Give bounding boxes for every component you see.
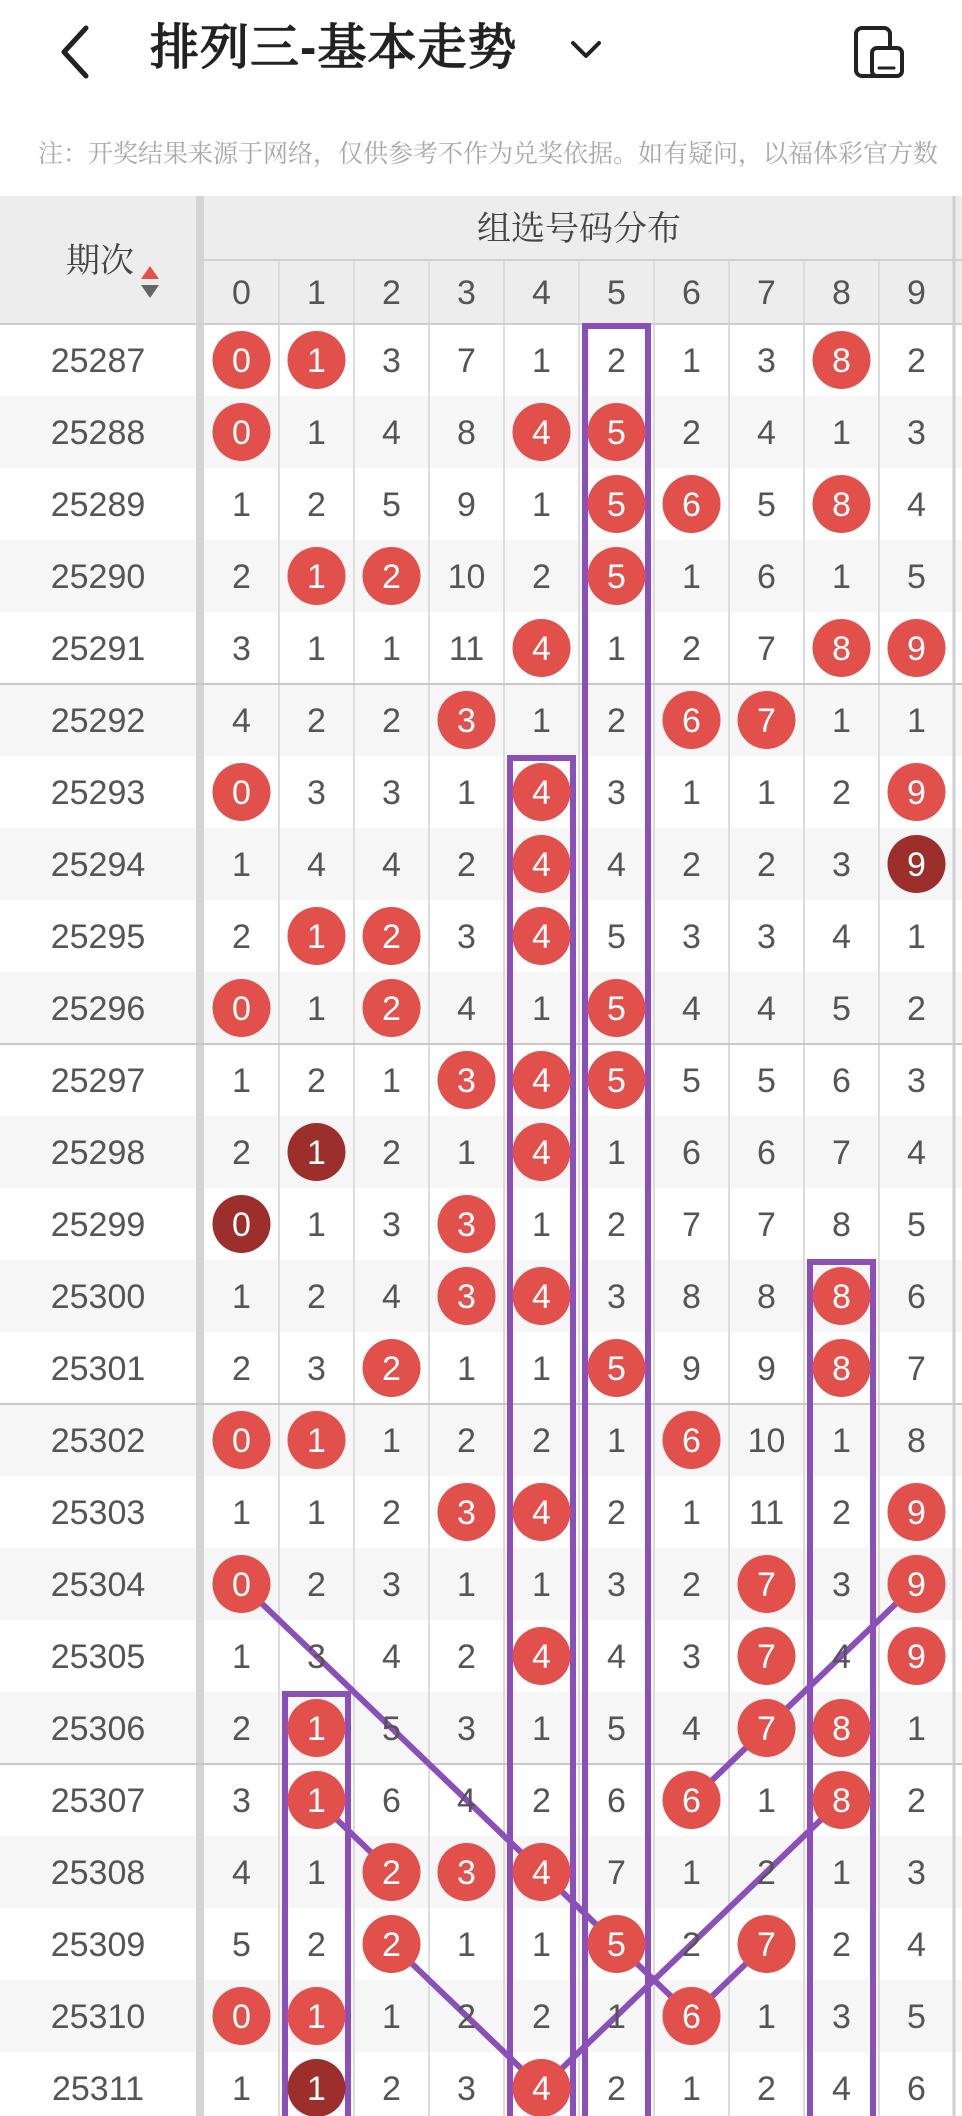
miss-count: 5 [757,1062,776,1100]
chevron-left-icon[interactable] [52,22,102,82]
miss-count: 10 [747,1422,786,1460]
miss-count: 1 [532,1926,551,1964]
period-cell: 25309 [50,1926,146,1964]
hit-number: 9 [907,846,926,884]
hit-number: 2 [382,558,401,596]
hit-number: 1 [307,1134,326,1172]
miss-count: 4 [907,486,926,524]
miss-count: 1 [607,1422,626,1460]
miss-count: 2 [307,1926,326,1964]
miss-count: 4 [907,1134,926,1172]
hit-number: 5 [607,990,626,1028]
miss-count: 4 [907,1926,926,1964]
period-cell: 25304 [50,1566,146,1604]
miss-count: 2 [307,1278,326,1316]
hit-number: 6 [682,1782,701,1820]
miss-count: 7 [907,1350,926,1388]
miss-count: 2 [457,1422,476,1460]
hit-number: 3 [457,1206,476,1244]
miss-count: 1 [457,1134,476,1172]
miss-count: 4 [832,2070,851,2108]
miss-count: 2 [907,342,926,380]
hit-number: 5 [607,414,626,452]
miss-count: 2 [607,2070,626,2108]
device-toggle-icon[interactable] [852,22,908,82]
miss-count: 2 [307,702,326,740]
digit-header-8: 8 [832,274,851,312]
miss-count: 2 [532,1998,551,2036]
hit-number: 4 [532,774,551,812]
period-cell: 25294 [50,846,146,884]
page-title[interactable]: 排列三-基本走势 [150,21,518,75]
miss-count: 1 [907,918,926,956]
miss-count: 1 [307,1494,326,1532]
hit-number: 2 [382,1926,401,1964]
miss-count: 2 [532,1422,551,1460]
miss-count: 1 [907,1710,926,1748]
miss-count: 1 [532,1566,551,1604]
hit-number: 8 [832,1782,851,1820]
miss-count: 1 [457,1566,476,1604]
miss-count: 8 [832,1206,851,1244]
miss-count: 1 [457,1926,476,1964]
miss-count: 1 [832,558,851,596]
miss-count: 1 [607,630,626,668]
miss-count: 4 [607,846,626,884]
miss-count: 6 [907,1278,926,1316]
miss-count: 1 [907,702,926,740]
miss-count: 5 [232,1926,251,1964]
miss-count: 2 [307,486,326,524]
hit-number: 4 [532,630,551,668]
miss-count: 2 [232,918,251,956]
miss-count: 4 [757,990,776,1028]
period-cell: 25293 [50,774,146,812]
miss-count: 9 [682,1350,701,1388]
miss-count: 7 [682,1206,701,1244]
miss-count: 5 [907,1206,926,1244]
miss-count: 3 [757,918,776,956]
miss-count: 4 [307,846,326,884]
miss-count: 2 [382,1494,401,1532]
miss-count: 4 [457,1782,476,1820]
miss-count: 1 [232,1494,251,1532]
miss-count: 1 [232,1062,251,1100]
miss-count: 1 [307,1206,326,1244]
miss-count: 3 [382,774,401,812]
miss-count: 3 [382,1566,401,1604]
period-cell: 25291 [50,630,146,668]
hit-number: 8 [832,1278,851,1316]
period-cell: 25301 [50,1350,146,1388]
miss-count: 1 [232,486,251,524]
miss-count: 5 [382,486,401,524]
hit-number: 6 [682,1998,701,2036]
period-cell: 25289 [50,486,146,524]
miss-count: 8 [757,1278,776,1316]
miss-count: 4 [382,1278,401,1316]
hit-number: 7 [757,1926,776,1964]
digit-header-6: 6 [682,274,701,312]
miss-count: 1 [232,2070,251,2108]
hit-number: 4 [532,2070,551,2108]
hit-number: 3 [457,1494,476,1532]
miss-count: 6 [682,1134,701,1172]
miss-count: 1 [232,846,251,884]
period-cell: 25302 [50,1422,146,1460]
miss-count: 1 [532,702,551,740]
miss-count: 2 [682,846,701,884]
hit-number: 1 [307,1422,326,1460]
hit-number: 9 [907,1638,926,1676]
digit-header-1: 1 [307,274,326,312]
miss-count: 3 [607,1278,626,1316]
period-cell: 25290 [50,558,146,596]
miss-count: 3 [232,630,251,668]
hit-number: 6 [682,1422,701,1460]
miss-count: 1 [682,2070,701,2108]
hit-number: 4 [532,1638,551,1676]
miss-count: 2 [457,1638,476,1676]
miss-count: 9 [457,486,476,524]
period-cell: 25296 [50,990,146,1028]
miss-count: 3 [382,342,401,380]
miss-count: 2 [757,2070,776,2108]
miss-count: 3 [832,846,851,884]
miss-count: 5 [832,990,851,1028]
miss-count: 2 [607,342,626,380]
hit-number: 4 [532,414,551,452]
hit-number: 0 [232,342,251,380]
hit-number: 7 [757,1638,776,1676]
miss-count: 10 [447,558,486,596]
miss-count: 3 [907,1854,926,1892]
miss-count: 2 [232,558,251,596]
miss-count: 1 [532,1206,551,1244]
miss-count: 1 [832,1854,851,1892]
hit-number: 1 [307,1782,326,1820]
hit-number: 9 [907,630,926,668]
miss-count: 1 [232,1278,251,1316]
miss-count: 5 [382,1710,401,1748]
hit-number: 1 [307,558,326,596]
miss-count: 1 [307,630,326,668]
hit-number: 7 [757,1566,776,1604]
hit-number: 0 [232,774,251,812]
chevron-down-icon[interactable] [568,34,604,64]
miss-count: 3 [607,774,626,812]
hit-number: 8 [832,342,851,380]
hit-number: 4 [532,846,551,884]
hit-number: 1 [307,1710,326,1748]
hit-number: 4 [532,1062,551,1100]
miss-count: 6 [757,558,776,596]
miss-count: 1 [232,1638,251,1676]
miss-count: 2 [232,1134,251,1172]
miss-count: 11 [448,630,485,668]
miss-count: 1 [307,1854,326,1892]
miss-count: 5 [607,918,626,956]
hit-number: 3 [457,1278,476,1316]
miss-count: 2 [682,630,701,668]
miss-count: 5 [757,486,776,524]
hit-number: 0 [232,1566,251,1604]
miss-count: 1 [382,1998,401,2036]
miss-count: 5 [907,558,926,596]
miss-count: 8 [682,1278,701,1316]
miss-count: 1 [382,630,401,668]
hit-number: 5 [607,1062,626,1100]
digit-header-4: 4 [532,274,551,312]
miss-count: 4 [232,702,251,740]
hit-number: 9 [907,774,926,812]
miss-count: 2 [832,774,851,812]
digit-header-7: 7 [757,274,776,312]
miss-count: 3 [457,918,476,956]
miss-count: 3 [457,1710,476,1748]
hit-number: 9 [907,1494,926,1532]
period-cell: 25300 [50,1278,146,1316]
miss-count: 1 [532,1350,551,1388]
miss-count: 2 [607,1494,626,1532]
miss-count: 1 [832,1422,851,1460]
hit-number: 9 [907,1566,926,1604]
miss-count: 1 [532,486,551,524]
miss-count: 4 [382,414,401,452]
miss-count: 4 [382,846,401,884]
hit-number: 0 [232,1422,251,1460]
miss-count: 6 [832,1062,851,1100]
digit-header-2: 2 [382,274,401,312]
hit-number: 6 [682,486,701,524]
miss-count: 2 [232,1350,251,1388]
miss-count: 2 [382,702,401,740]
hit-number: 4 [532,1134,551,1172]
miss-count: 11 [748,1494,785,1532]
period-cell: 25310 [50,1998,146,2036]
miss-count: 2 [232,1710,251,1748]
miss-count: 1 [832,702,851,740]
hit-number: 1 [307,918,326,956]
miss-count: 2 [832,1926,851,1964]
hit-number: 1 [307,2070,326,2108]
miss-count: 2 [757,1854,776,1892]
hit-number: 2 [382,990,401,1028]
miss-count: 3 [682,918,701,956]
miss-count: 6 [907,2070,926,2108]
miss-count: 1 [532,342,551,380]
miss-count: 5 [682,1062,701,1100]
hit-number: 5 [607,486,626,524]
trend-table [0,196,962,2116]
miss-count: 2 [682,1566,701,1604]
hit-number: 7 [757,702,776,740]
miss-count: 3 [232,1782,251,1820]
miss-count: 3 [757,342,776,380]
hit-number: 4 [532,1278,551,1316]
hit-number: 4 [532,1494,551,1532]
hit-number: 1 [307,1998,326,2036]
period-cell: 25307 [50,1782,146,1820]
hit-number: 3 [457,1062,476,1100]
period-cell: 25306 [50,1710,146,1748]
miss-count: 3 [307,1350,326,1388]
miss-count: 7 [607,1854,626,1892]
miss-count: 1 [757,1782,776,1820]
miss-count: 2 [607,1206,626,1244]
miss-count: 4 [232,1854,251,1892]
miss-count: 1 [607,1998,626,2036]
miss-count: 4 [607,1638,626,1676]
miss-count: 1 [382,1422,401,1460]
group-distribution-header: 组选号码分布 [477,210,681,248]
miss-count: 6 [382,1782,401,1820]
miss-count: 2 [457,1998,476,2036]
period-cell: 25288 [50,414,146,452]
disclaimer-notice: 注：开奖结果来源于网络，仅供参考不作为兑奖依据。如有疑问，以福体彩官方数 [38,140,939,168]
miss-count: 1 [382,1062,401,1100]
miss-count: 1 [757,774,776,812]
hit-number: 5 [607,1926,626,1964]
miss-count: 1 [457,774,476,812]
miss-count: 3 [307,1638,326,1676]
miss-count: 5 [907,1998,926,2036]
hit-number: 5 [607,558,626,596]
period-cell: 25295 [50,918,146,956]
miss-count: 4 [832,1638,851,1676]
miss-count: 2 [457,846,476,884]
hit-number: 2 [382,1350,401,1388]
miss-count: 2 [907,990,926,1028]
hit-number: 3 [457,702,476,740]
miss-count: 8 [457,414,476,452]
digit-header-0: 0 [232,274,251,312]
miss-count: 3 [832,1998,851,2036]
miss-count: 7 [757,1206,776,1244]
hit-number: 0 [232,414,251,452]
period-cell: 25303 [50,1494,146,1532]
miss-count: 7 [832,1134,851,1172]
hit-number: 8 [832,630,851,668]
miss-count: 7 [457,342,476,380]
digit-header-3: 3 [457,274,476,312]
miss-count: 3 [382,1206,401,1244]
hit-number: 4 [532,918,551,956]
miss-count: 2 [307,1062,326,1100]
hit-number: 1 [307,342,326,380]
miss-count: 2 [532,558,551,596]
hit-number: 0 [232,1206,251,1244]
miss-count: 2 [907,1782,926,1820]
hit-number: 2 [382,1854,401,1892]
miss-count: 3 [682,1638,701,1676]
miss-count: 2 [757,846,776,884]
miss-count: 3 [457,2070,476,2108]
miss-count: 2 [832,1494,851,1532]
miss-count: 4 [682,1710,701,1748]
miss-count: 4 [757,414,776,452]
miss-count: 3 [607,1566,626,1604]
miss-count: 1 [532,990,551,1028]
miss-count: 1 [307,990,326,1028]
miss-count: 3 [307,774,326,812]
miss-count: 4 [682,990,701,1028]
period-cell: 25287 [50,342,146,380]
hit-number: 3 [457,1854,476,1892]
period-header[interactable]: 期次 [66,242,134,280]
miss-count: 3 [832,1566,851,1604]
miss-count: 4 [832,918,851,956]
miss-count: 1 [607,1134,626,1172]
miss-count: 1 [757,1998,776,2036]
period-cell: 25297 [50,1062,146,1100]
digit-header-5: 5 [607,274,626,312]
miss-count: 2 [682,414,701,452]
miss-count: 2 [382,2070,401,2108]
miss-count: 1 [682,558,701,596]
period-cell: 25311 [51,2070,145,2108]
digit-header-9: 9 [907,274,926,312]
trend-grid [0,196,962,2116]
miss-count: 2 [607,702,626,740]
hit-number: 5 [607,1350,626,1388]
hit-number: 8 [832,1710,851,1748]
miss-count: 1 [532,1710,551,1748]
miss-count: 8 [907,1422,926,1460]
hit-number: 7 [757,1710,776,1748]
miss-count: 1 [307,414,326,452]
period-cell: 25305 [50,1638,146,1676]
miss-count: 1 [682,1494,701,1532]
miss-count: 4 [457,990,476,1028]
miss-count: 9 [757,1350,776,1388]
miss-count: 4 [382,1638,401,1676]
miss-count: 6 [757,1134,776,1172]
miss-count: 2 [682,1926,701,1964]
miss-count: 3 [907,414,926,452]
miss-count: 6 [607,1782,626,1820]
miss-count: 2 [307,1566,326,1604]
hit-number: 8 [832,486,851,524]
miss-count: 1 [682,774,701,812]
period-cell: 25292 [50,702,146,740]
period-cell: 25298 [50,1134,146,1172]
miss-count: 1 [832,414,851,452]
hit-number: 8 [832,1350,851,1388]
hit-number: 0 [232,1998,251,2036]
miss-count: 1 [682,342,701,380]
miss-count: 1 [682,1854,701,1892]
miss-count: 5 [607,1710,626,1748]
period-cell: 25308 [50,1854,146,1892]
miss-count: 7 [757,630,776,668]
app-header [0,0,962,110]
hit-number: 0 [232,990,251,1028]
hit-number: 6 [682,702,701,740]
period-cell: 25299 [50,1206,146,1244]
hit-number: 2 [382,918,401,956]
miss-count: 1 [457,1350,476,1388]
miss-count: 3 [907,1062,926,1100]
miss-count: 2 [382,1134,401,1172]
hit-number: 4 [532,1854,551,1892]
miss-count: 2 [532,1782,551,1820]
